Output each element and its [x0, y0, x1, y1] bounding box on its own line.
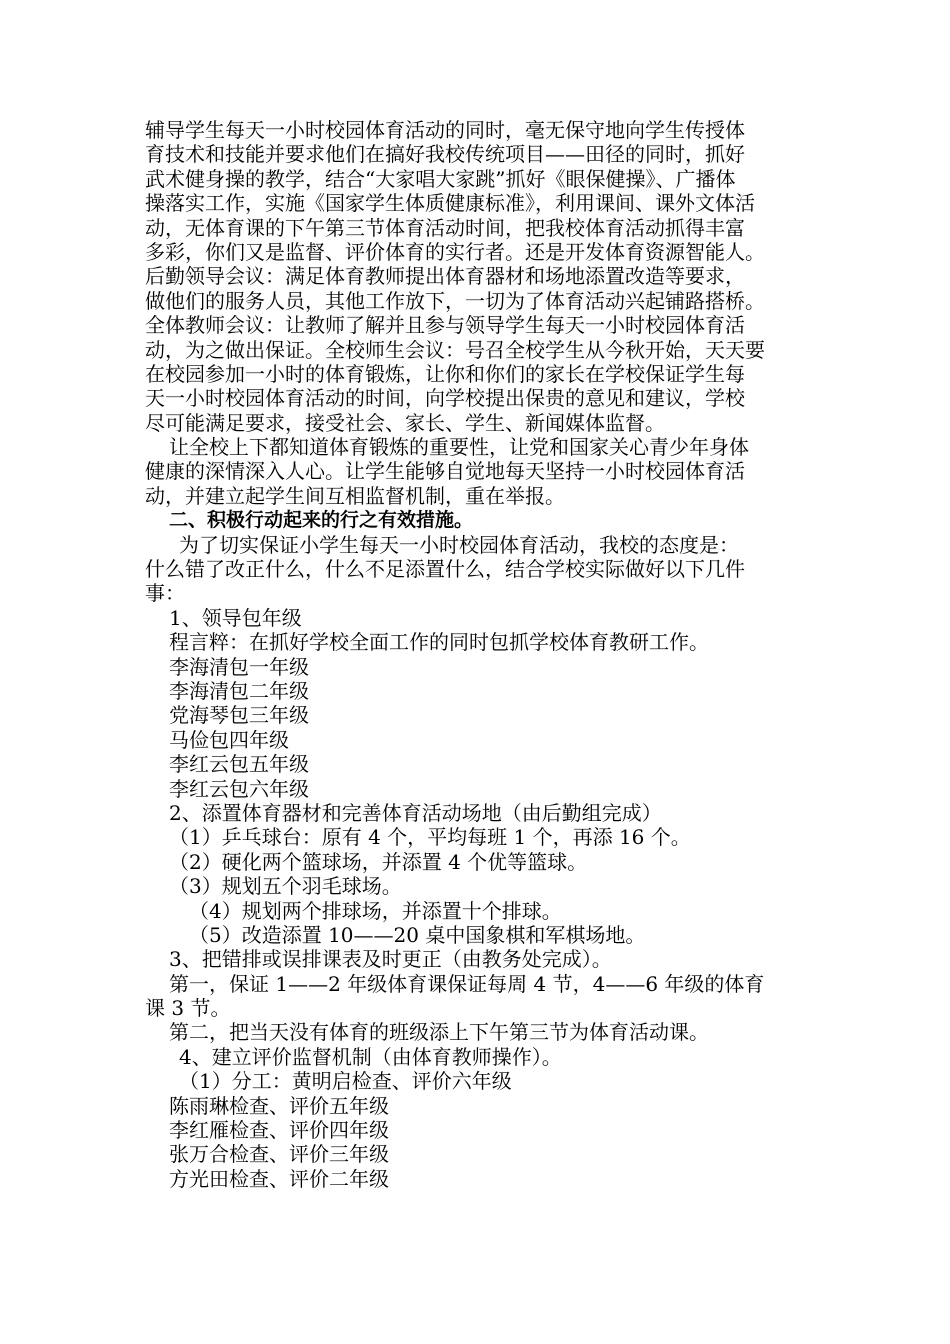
text-line: 动，为之做出保证。全校师生会议：号召全校学生从今秋开始，天天要 [145, 337, 765, 362]
text-line: 马俭包四年级 [169, 727, 289, 752]
text-line: 尽可能满足要求，接受社会、家长、学生、新闻媒体监督。 [145, 410, 665, 435]
text-line: 党海琴包三年级 [169, 703, 309, 728]
text-line: 让全校上下都知道体育锻炼的重要性，让党和国家关心青少年身体 [169, 435, 749, 460]
text-line: 天一小时校园体育活动的时间，向学校提出保贵的意见和建议，学校 [145, 386, 745, 411]
text-line: 操落实工作，实施《国家学生体质健康标准》，利用课间、课外文体活 [145, 191, 755, 216]
text-line: （1）乒乓球台：原有 4 个，平均每班 1 个，再添 16 个。 [169, 825, 691, 850]
text-line: 陈雨琳检查、评价五年级 [169, 1093, 389, 1118]
document-body [145, 118, 810, 1191]
text-line: 第二，把当天没有体育的班级添上下午第三节为体育活动课。 [169, 1020, 709, 1045]
text-line: 事： [145, 581, 185, 606]
text-line: 程言粹：在抓好学校全面工作的同时包抓学校体育教研工作。 [169, 630, 709, 655]
text-line: 李红雁检查、评价四年级 [169, 1118, 389, 1143]
text-line: 第一，保证 1——2 年级体育课保证每周 4 节，4——6 年级的体育 [169, 971, 765, 996]
text-line: 3、把错排或误排课表及时更正（由教务处完成）。 [169, 947, 612, 972]
text-line: 多彩，你们又是监督、评价体育的实行者。还是开发体育资源智能人。 [145, 239, 765, 264]
text-line: 4、建立评价监督机制（由体育教师操作）。 [179, 1044, 562, 1069]
text-line: 动，并建立起学生间互相监督机制，重在举报。 [145, 483, 565, 508]
text-line: 育技术和技能并要求他们在搞好我校传统项目——田径的同时，抓好 [145, 142, 745, 167]
text-line: 武术健身操的教学，结合“大家唱大家跳”抓好《眼保健操》、广播体 [145, 166, 736, 191]
text-line: 张万合检查、评价三年级 [169, 1142, 389, 1167]
text-line: 1、领导包年级 [169, 605, 302, 630]
text-line: 动，无体育课的下午第三节体育活动时间，把我校体育活动抓得丰富 [145, 215, 745, 240]
text-line: 做他们的服务人员，其他工作放下，一切为了体育活动兴起铺路搭桥。 [145, 288, 765, 313]
text-line: 李海清包一年级 [169, 654, 309, 679]
text-line: 什么错了改正什么，什么不足添置什么，结合学校实际做好以下几件 [145, 557, 745, 582]
text-line: 为了切实保证小学生每天一小时校园体育活动，我校的态度是： [179, 532, 739, 557]
text-line: 李红云包五年级 [169, 752, 309, 777]
text-line: 健康的深情深入人心。让学生能够自觉地每天坚持一小时校园体育活 [145, 459, 745, 484]
text-line: 全体教师会议：让教师了解并且参与领导学生每天一小时校园体育活 [145, 313, 745, 338]
text-line: （2）硬化两个篮球场，并添置 4 个优等篮球。 [169, 849, 588, 874]
text-line: （3）规划五个羽毛球场。 [169, 874, 402, 899]
text-line: 后勤领导会议：满足体育教师提出体育器材和场地添置改造等要求， [145, 264, 745, 289]
text-line: （5）改造添置 10——20 桌中国象棋和军棋场地。 [189, 922, 646, 947]
text-line: 李海清包二年级 [169, 678, 309, 703]
text-line: 2、添置体育器材和完善体育活动场地（由后勤组完成） [169, 800, 662, 825]
section-heading: 二、积极行动起来的行之有效措施。 [169, 509, 474, 532]
text-line: 辅导学生每天一小时校园体育活动的同时，毫无保守地向学生传授体 [145, 118, 745, 142]
text-line: 方光田检查、评价二年级 [169, 1166, 389, 1191]
text-line: 课 3 节。 [145, 996, 231, 1021]
text-line: （1）分工：黄明启检查、评价六年级 [179, 1069, 512, 1094]
text-line: 李红云包六年级 [169, 776, 309, 801]
text-line: 在校园参加一小时的体育锻炼，让你和你们的家长在学校保证学生每 [145, 361, 745, 386]
text-line: （4）规划两个排球场，并添置十个排球。 [189, 898, 562, 923]
